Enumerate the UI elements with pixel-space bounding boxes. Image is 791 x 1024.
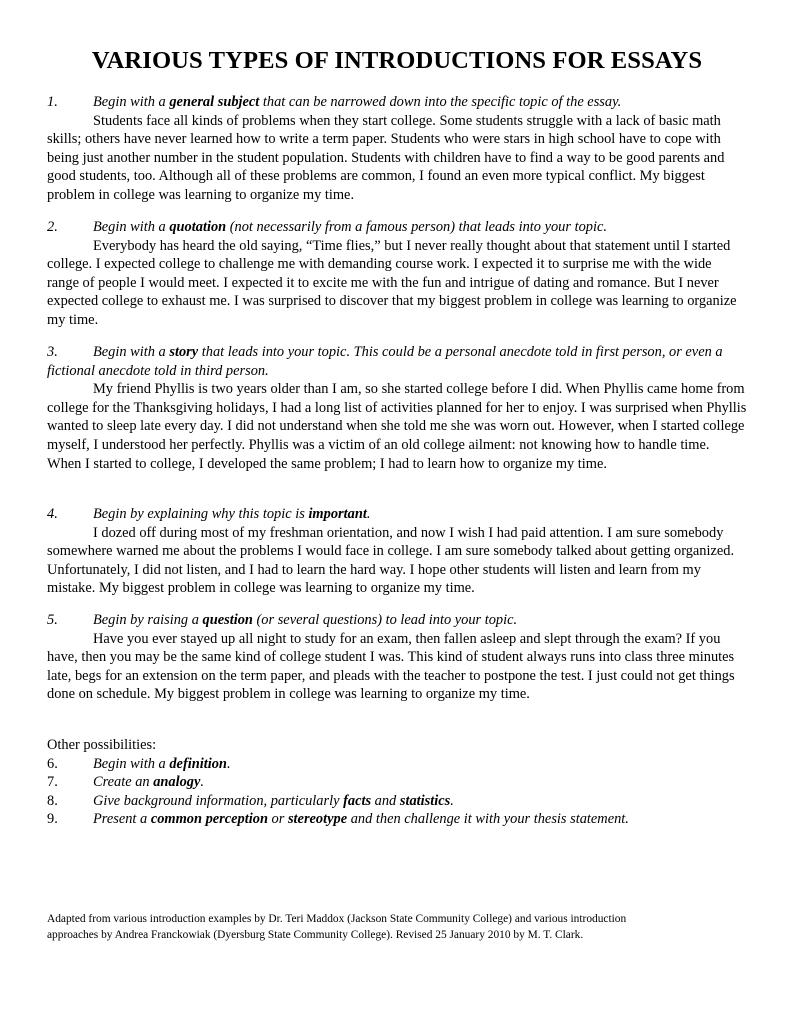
item-text: or bbox=[267, 811, 288, 828]
prompt-text: Begin by raising a bbox=[93, 612, 203, 628]
item-text: Begin with a bbox=[93, 755, 170, 772]
list-item bbox=[47, 810, 747, 829]
prompt-text: (not necessarily from a famous person) that leads into your topic. bbox=[226, 219, 607, 235]
attribution-footer bbox=[47, 912, 747, 943]
example-paragraph: Students face all kinds of problems when they start college. Some students struggle with a lack of basic math skills; others have never learned how to write a term paper. Students who were stars in high school have to cope with being just another number in the student population. Students with children have to find a way to be good parents and good students, too. Although all of these problems are common, I found an even more typical conflict. My biggest problem in college was learning to organize my time. bbox=[47, 112, 725, 203]
item-keyword: facts bbox=[343, 792, 372, 809]
prompt-text: Begin with a bbox=[93, 344, 170, 360]
prompt-text: that can be narrowed down into the specific topic of the essay. bbox=[259, 94, 622, 110]
prompt-keyword: important bbox=[308, 506, 367, 522]
section-number: 3. bbox=[47, 344, 58, 360]
section-number: 1. bbox=[47, 94, 58, 110]
section-prompt bbox=[47, 343, 747, 380]
item-number: 6. bbox=[47, 755, 58, 772]
list-item bbox=[47, 792, 747, 811]
section-prompt bbox=[47, 611, 747, 630]
item-number: 9. bbox=[47, 811, 58, 828]
item-text: . bbox=[450, 792, 454, 809]
item-keyword: common perception bbox=[150, 811, 268, 828]
intro-type-1 bbox=[47, 93, 747, 205]
prompt-keyword: general subject bbox=[169, 94, 260, 110]
prompt-keyword: question bbox=[202, 612, 253, 628]
item-number: 7. bbox=[47, 774, 58, 791]
list-item bbox=[47, 773, 747, 792]
prompt-keyword: story bbox=[169, 344, 199, 360]
intro-type-2 bbox=[47, 218, 747, 330]
prompt-text: (or several questions) to lead into your topic. bbox=[252, 612, 518, 628]
prompt-text: . bbox=[366, 506, 371, 522]
prompt-keyword: quotation bbox=[169, 219, 227, 235]
intro-type-5 bbox=[47, 611, 747, 704]
section-number: 2. bbox=[47, 219, 58, 235]
example-paragraph: Have you ever stayed up all night to study for an exam, then fallen asleep and slept through the exam? If you have, then you may be the same kind of college student I was. This kind of student always runs into class three minutes late, begs for an extension on the term paper, and pleads with the teacher to postpone the test. I just could not get things done on schedule. My biggest problem in college was learning to organize my time. bbox=[47, 630, 735, 703]
intro-type-3 bbox=[47, 343, 747, 473]
prompt-text: that leads into your topic. This could be a personal anecdote told in first person, or even a fictional anecdote told in third person. bbox=[47, 344, 723, 379]
item-text: Create an bbox=[93, 774, 154, 791]
item-text: . bbox=[226, 755, 231, 772]
footer-line: Adapted from various introduction examples by Dr. Teri Maddox (Jackson State Community College) and various introduction bbox=[47, 913, 627, 925]
document-title: VARIOUS TYPES OF INTRODUCTIONS FOR ESSAYS bbox=[91, 47, 703, 74]
section-prompt bbox=[47, 218, 747, 237]
section-prompt bbox=[47, 93, 747, 112]
item-keyword: stereotype bbox=[287, 811, 348, 828]
example-paragraph: Everybody has heard the old saying, “Time flies,” but I never really thought about that statement until I started college. I expected college to challenge me with demanding course work. I expected it to surprise me with the wide range of people I would meet. I expected it to excite me with the fun and intrigue of dating and romance. But I never expected college to exhaust me. I was surprised to discover that my biggest problem in college was learning to organize my time. bbox=[47, 237, 737, 328]
prompt-text: Begin with a bbox=[93, 94, 170, 110]
prompt-text: Begin by explaining why this topic is bbox=[93, 506, 309, 522]
footer-line: approaches by Andrea Franckowiak (Dyersburg State Community College). Revised 25 January 2010 by M. T. Clark. bbox=[47, 928, 584, 941]
intro-type-4 bbox=[47, 505, 747, 598]
other-possibilities bbox=[47, 736, 747, 829]
item-keyword: statistics bbox=[399, 792, 451, 809]
item-text: Present a bbox=[93, 811, 151, 828]
item-text: . bbox=[200, 774, 204, 791]
item-text: Give background information, particularly bbox=[93, 792, 344, 809]
item-text: and then challenge it with your thesis statement. bbox=[347, 811, 629, 828]
prompt-text: Begin with a bbox=[93, 219, 170, 235]
item-text: and bbox=[371, 792, 400, 809]
item-keyword: definition bbox=[169, 755, 227, 772]
section-number: 4. bbox=[47, 506, 58, 522]
other-heading: Other possibilities: bbox=[47, 737, 157, 753]
list-item bbox=[47, 755, 747, 774]
item-keyword: analogy bbox=[153, 774, 201, 791]
example-paragraph: My friend Phyllis is two years older than I am, so she started college before I did. When Phyllis came home from college for the Thanksgiving holidays, I had a long list of activities planned for her to enjoy. I was surprised when Phyllis wanted to sleep late every day. I did not understand when she told me she was worn out. However, when I started college myself, I understood her perfectly. Phyllis was a victim of an old college ailment: not knowing how to handle time. When I started to college, I developed the same problem; I had to learn how to organize my time. bbox=[47, 381, 747, 472]
example-paragraph: I dozed off during most of my freshman orientation, and now I wish I had paid attention. I am sure somebody somewhere warned me about the problems I would face in college. I am sure somebody talked about getting organized. Unfortunately, I did not listen, and I had to learn the hard way. I hope other students will listen and learn from my mistake. My biggest problem in college was learning to organize my time. bbox=[47, 524, 735, 597]
section-prompt bbox=[47, 505, 747, 524]
section-number: 5. bbox=[47, 612, 58, 628]
item-number: 8. bbox=[47, 792, 58, 809]
